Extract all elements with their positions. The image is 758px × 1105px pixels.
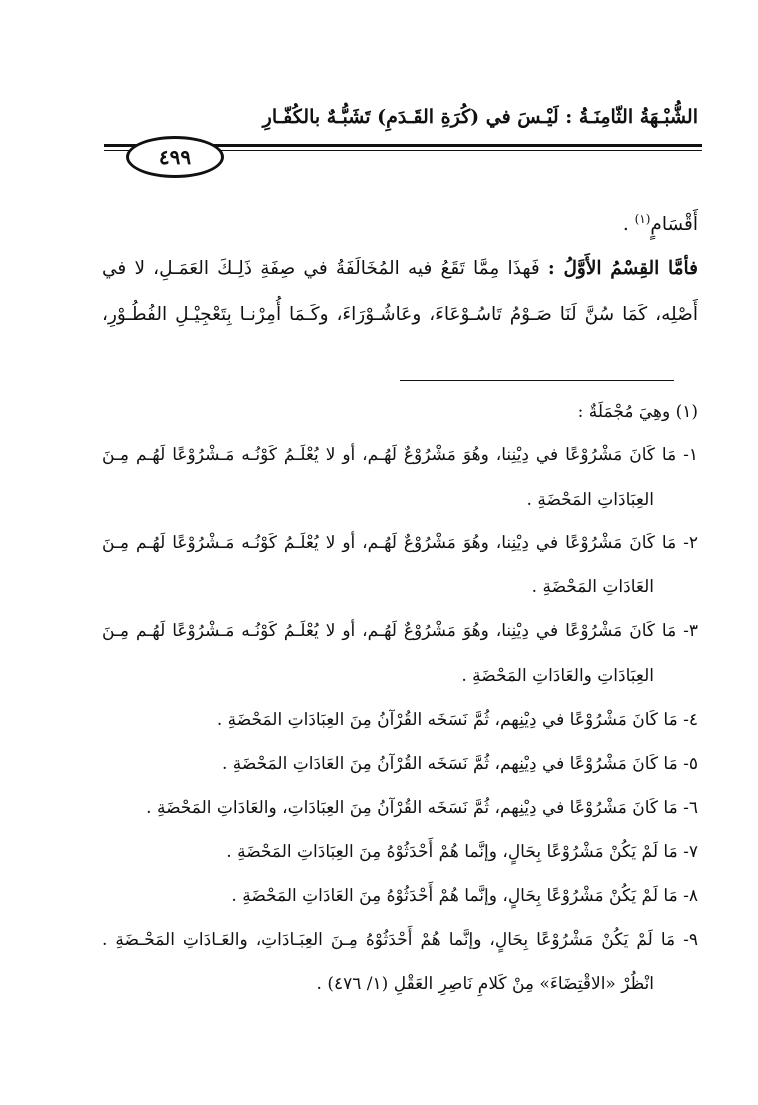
footnote-item-6: ٦- مَا كَانَ مَشْرُوْعًا في دِيْنِهم، ثُمَّ نَسَخَه القُرْآنُ مِنَ العِبَادَاتِ، والعَادَاتِ المَحْضَةِ . xyxy=(146,798,698,818)
footnote-item-3: ٣- مَا كَانَ مَشْرُوْعًا في دِيْنِنا، وهُوَ مَشْرُوْعٌ لَهُـم، أو لا يُعْلَـمُ كَوْنُـه مَـشْرُوْعًا لَهُـم مِـنَ xyxy=(102,621,698,641)
running-header: الشُّبْـهَةُ الثّامِنَـةُ : لَيْـسَ في (كُرَةِ القَـدَمِ) تَشَبُّـهٌ بالكُفّـارِ xyxy=(262,106,698,128)
body-punct: . xyxy=(622,214,635,236)
footnote-item-9: ٩- مَا لَمْ يَكُنْ مَشْرُوْعًا بِحَالٍ، وإنَّما هُمْ أَحْدَثُوْهُ مِـنَ العِبَـادَاتِ، والعَـادَاتِ المَحْـضَةِ . xyxy=(102,930,698,950)
footnote-item-1: ١- مَا كَانَ مَشْرُوْعًا في دِيْنِنا، وهُوَ مَشْرُوْعٌ لَهُـم، أو لا يُعْلَـمُ كَوْنُـه مَـشْرُوْعًا لَهُـم مِـنَ xyxy=(102,445,698,465)
page-number: ٤٩٩ xyxy=(126,136,224,178)
footnote-item-1-cont: العِبَادَاتِ المَحْضَةِ . xyxy=(526,490,654,510)
footnote-item-4: ٤- مَا كَانَ مَشْرُوْعًا في دِيْنِهم، ثُمَّ نَسَخَه القُرْآنُ مِنَ العِبَادَاتِ المَحْضَةِ . xyxy=(216,710,698,730)
footnote-separator xyxy=(400,380,674,381)
footnote-reference: انْظُرْ «الاقْتِضَاءَ» مِنْ كَلامِ نَاصِرِ العَقْلِ (١/ ٤٧٦) . xyxy=(316,974,654,994)
body-line-3: أَصْلِه، كَمَا سُنَّ لَنَا صَـوْمُ تَاسُـوْعَاءَ، وعَاشُـوْرَاءَ، وكَـمَا أُمِرْنـا بِتَعْجِيْـلِ الفُطُـوْرِ، xyxy=(102,304,698,325)
footnote-item-8: ٨- مَا لَمْ يَكُنْ مَشْرُوْعًا بِحَالٍ، وإنَّما هُمْ أَحْدَثُوْهُ مِنَ العَادَاتِ المَحْضَةِ . xyxy=(231,886,698,906)
footnote-item-2-cont: العَادَاتِ المَحْضَةِ . xyxy=(531,577,654,597)
footnote-title: (١) وهِيَ مُجْمَلَةٌ : xyxy=(577,402,698,422)
footnote-item-5: ٥- مَا كَانَ مَشْرُوْعًا في دِيْنِهم، ثُمَّ نَسَخَه القُرْآنُ مِنَ العَادَاتِ المَحْضَةِ . xyxy=(221,754,698,774)
body-word: أَقْسَامٍ xyxy=(650,214,698,236)
footnote-marker[interactable]: (١) xyxy=(634,212,651,226)
section-lead: فأمَّا القِسْمُ الأَوَّلُ : xyxy=(547,258,698,279)
body-text-run: فَهذَا مِمَّا تَقَعُ فيه المُخَالَفَةُ في صِفَةِ ذَلِـكَ العَمَـلِ، لا في xyxy=(102,258,540,279)
footnote-item-2: ٢- مَا كَانَ مَشْرُوْعًا في دِيْنِنا، وهُوَ مَشْرُوْعٌ لَهُـم، أو لا يُعْلَـمُ كَوْنُـه مَـشْرُوْعًا لَهُـم مِـنَ xyxy=(102,533,698,553)
footnote-item-3-cont: العِبَادَاتِ والعَادَاتِ المَحْضَةِ . xyxy=(461,666,654,686)
body-line-2 xyxy=(102,255,698,283)
body-line-1 xyxy=(623,205,698,239)
footnote-item-7: ٧- مَا لَمْ يَكُنْ مَشْرُوْعًا بِحَالٍ، وإنَّما هُمْ أَحْدَثُوْهُ مِنَ العِبَادَاتِ المَحْضَةِ . xyxy=(226,842,698,862)
